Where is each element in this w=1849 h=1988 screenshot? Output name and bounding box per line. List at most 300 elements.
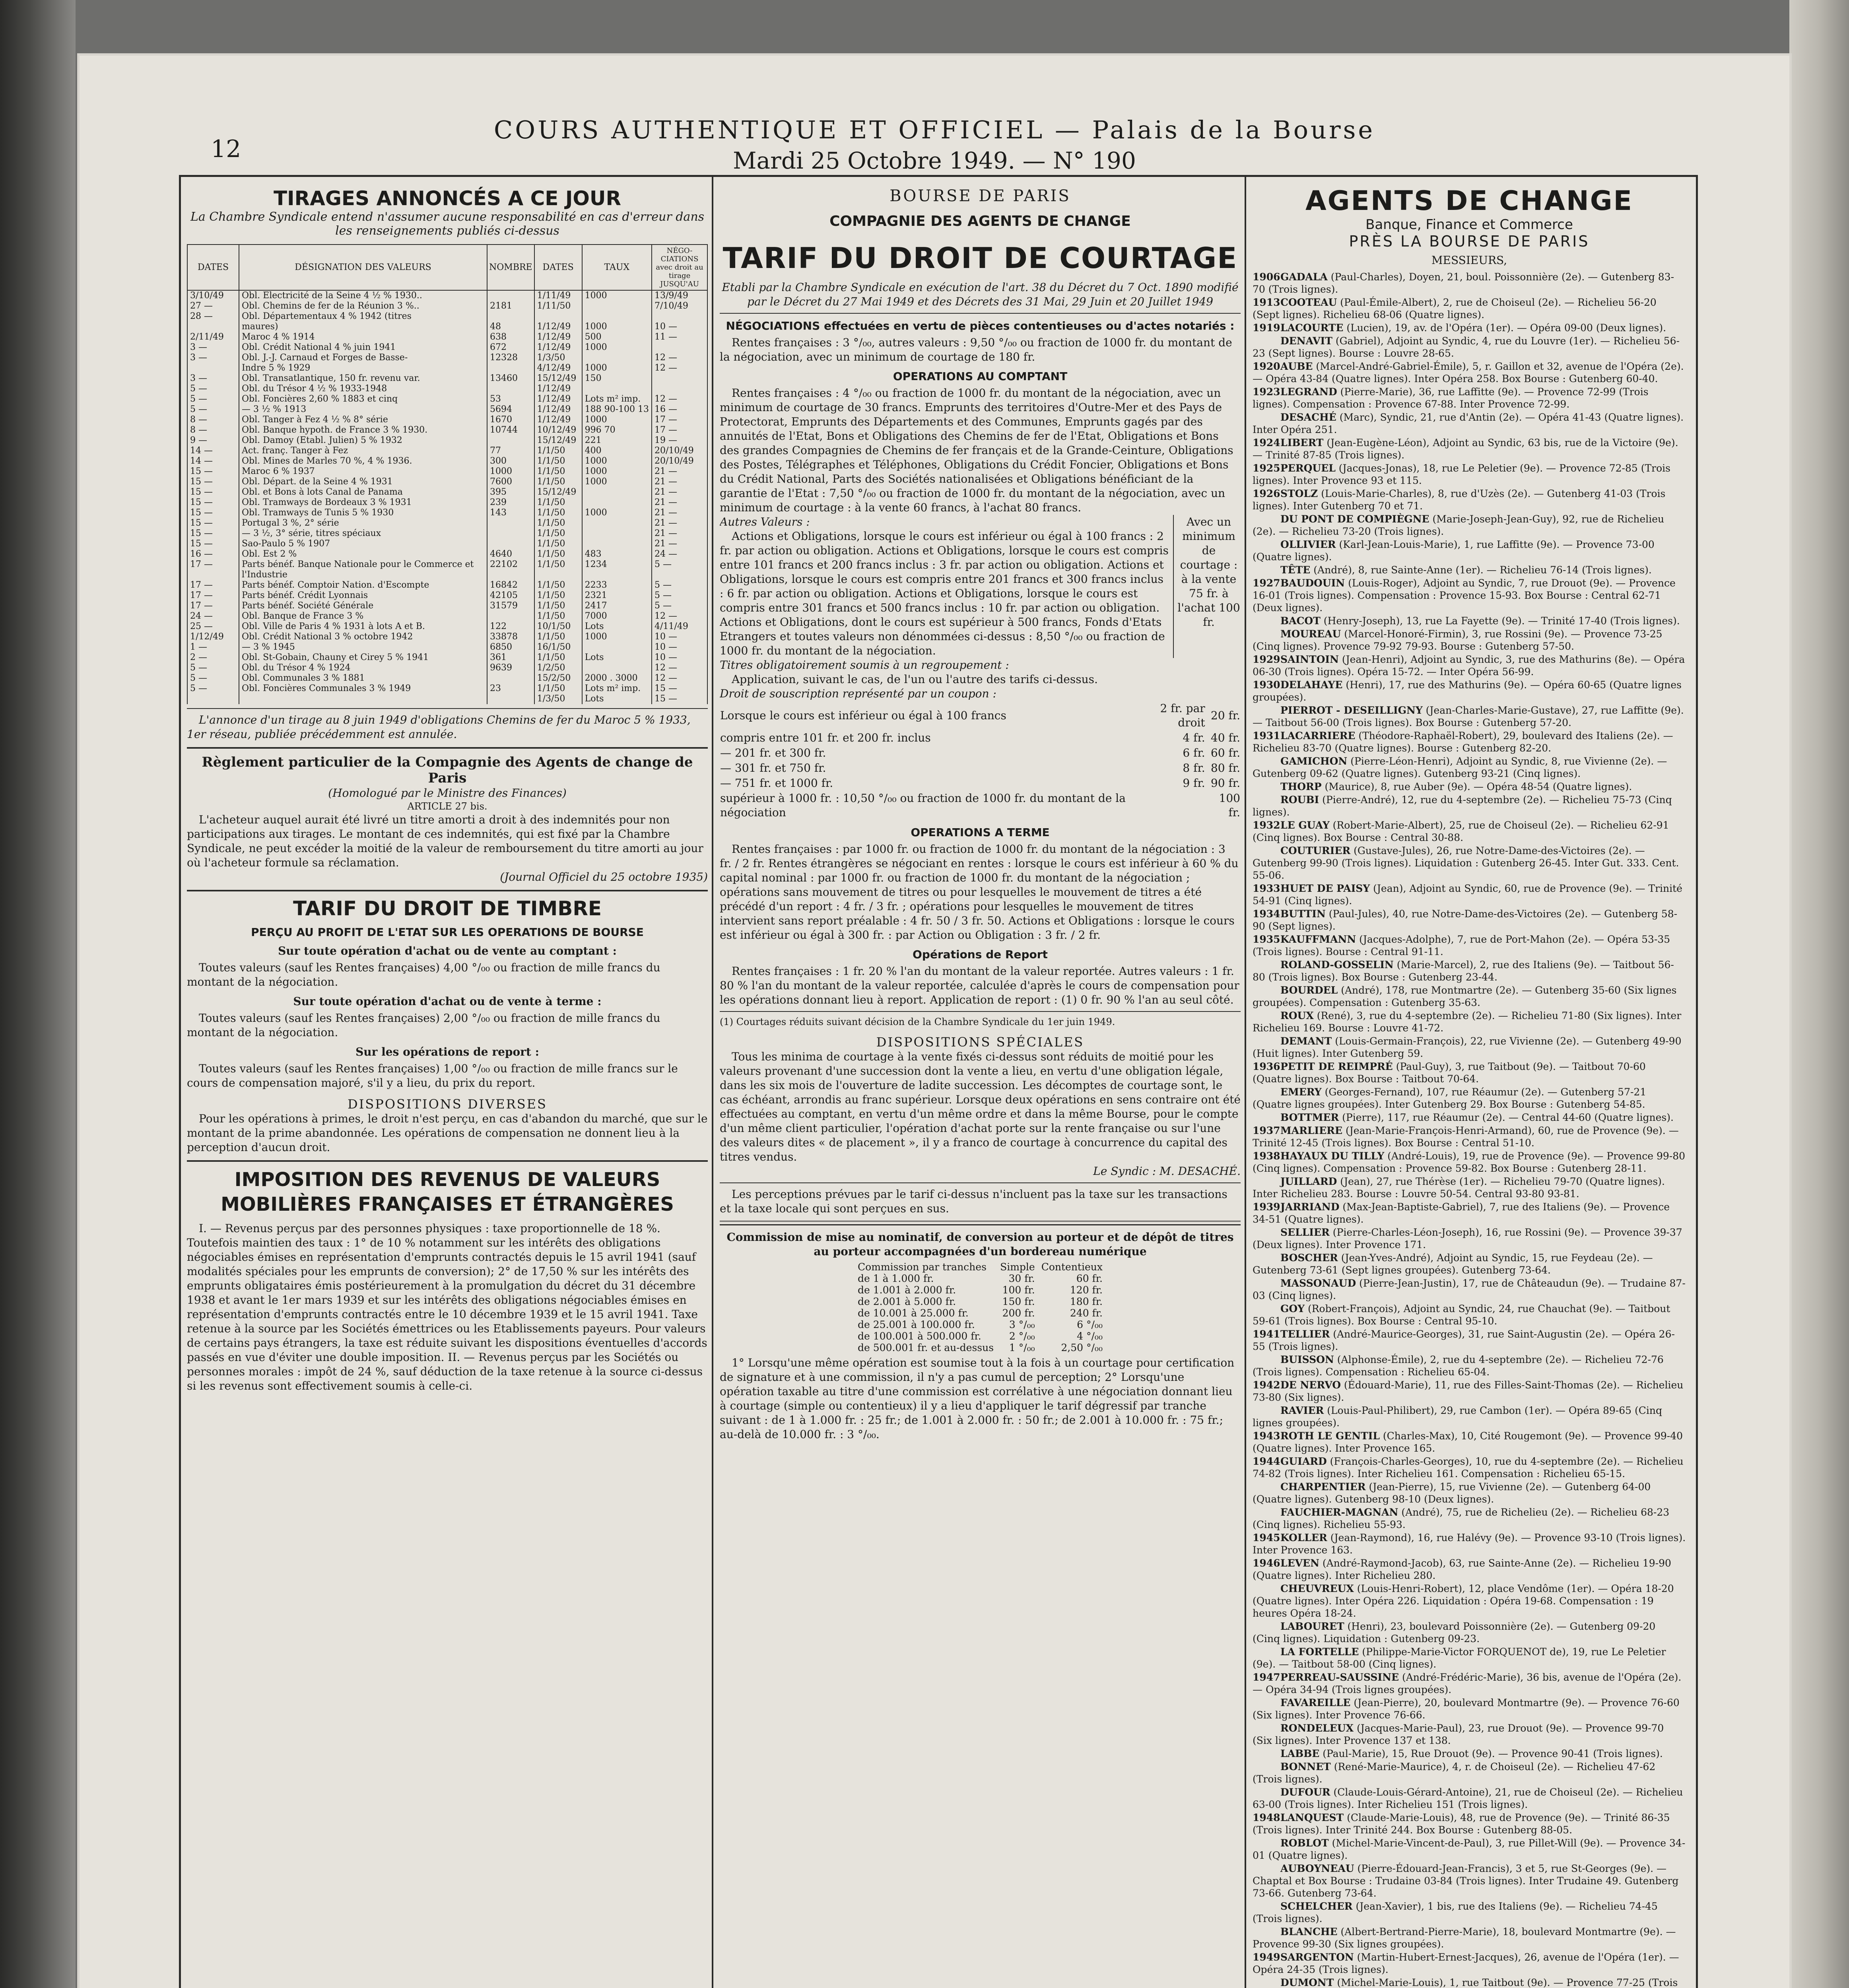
droit-cell: 8 fr. [1183, 761, 1205, 775]
tirage-cell: 16 — [187, 549, 239, 559]
commission-cell: de 500.001 fr. et au-dessus [858, 1342, 994, 1353]
tirage-row [187, 363, 707, 373]
tirage-cell: 1/1/50 [534, 466, 582, 477]
tirage-cell: 3 — [187, 373, 239, 384]
tirage-cell: 8 — [187, 425, 239, 435]
agent-entry [1253, 1671, 1686, 1696]
agent-details: (Jean-Pierre), 15, rue Vivienne (2e). — Gutenberg 64-00 (Quatre lignes). Gutenberg 98-10 (Deux lignes). [1253, 1481, 1651, 1505]
tirage-cell: 12 — [652, 353, 707, 363]
agent-details: (André-Frédéric-Marie), 36 bis, avenue de l'Opéra (2e). — Opéra 34-94 (Trois lignes groupées). [1253, 1672, 1682, 1695]
tirage-cell: 1/1/50 [534, 590, 582, 601]
tirage-row [187, 518, 707, 528]
tirage-cell: 20/10/49 [652, 456, 707, 466]
tirages-note: L'annonce d'un tirage au 8 juin 1949 d'obligations Chemins de fer du Maroc 5 % 1933, 1er réseau, publiée précédemment est annulée. [187, 713, 691, 741]
agent-name: ROLAND-GOSSELIN [1280, 959, 1394, 971]
tirage-cell: 1/1/50 [534, 601, 582, 611]
agent-name: SAINTOIN [1280, 654, 1339, 665]
agent-year: 1948 [1253, 1812, 1280, 1823]
agent-details: (Paul-Marie), 15, Rue Drouot (9e). — Provence 90-41 (Trois lignes). [1323, 1748, 1663, 1759]
tirage-cell: 1/1/50 [534, 611, 582, 621]
tirage-cell: 17 — [187, 590, 239, 601]
commission-cell: de 2.001 à 5.000 fr. [858, 1296, 956, 1307]
tirage-cell: 1/12/49 [534, 342, 582, 353]
imposition-text: I. — Revenus perçus par des personnes physiques : taxe proportionnelle de 18 %. Toutefois maintien des taux : 1° de 10 % notamment sur les intérêts des obligations négociables émises en représentation d'emprunts contractés depuis le 15 avril 1941 (sauf modalités spéciales pour les emprunts de conversion); 2° de 17,50 % sur les intérêts des emprunts obligataires émis postérieurement à la promulgation du décret du 31 décembre 1938 et avant le 1er mars 1939 et sur les intérêts des obligations négociables émises en représentation d'emprunts contractés entre le 10 décembre 1939 et le 15 avril 1941. Taxe retenue à la source par les Sociétés émettrices ou les Etablissements payeurs. Pour valeurs de certains pays étrangers, la taxe est réduite suivant les dispositions éventuelles d'accords passés en vue d'éviter une double imposition. II. — Revenus perçus par les Sociétés ou personnes morales : impôt de 24 %, sauf déduction de la taxe retenue à la source ci-dessus si les revenus sont effectivement soumis à celle-ci. [187, 1222, 707, 1392]
droit-row [720, 730, 1241, 746]
agent-name: CHEUVREUX [1280, 1583, 1354, 1594]
agent-name: BAUDOUIN [1280, 577, 1345, 589]
agent-details: (Édouard-Marie), 11, rue des Filles-Saint-Thomas (2e). — Richelieu 73-80 (Six lignes). [1253, 1379, 1684, 1403]
agent-name: BUISSON [1280, 1354, 1334, 1365]
agent-name: EMERY [1280, 1086, 1322, 1098]
tirage-cell [582, 311, 652, 322]
agent-year: 1924 [1253, 437, 1280, 448]
tirage-cell: 13/9/49 [652, 290, 707, 301]
reglement-ref: (Journal Officiel du 25 octobre 1935) [500, 870, 708, 883]
tirage-cell: Obl. Foncières 2,60 % 1883 et cinq [239, 394, 487, 404]
tirage-cell [487, 290, 534, 301]
agent-year: 1920 [1253, 361, 1280, 372]
tirage-cell: Obl. Départementaux 4 % 1942 (titres [239, 311, 487, 322]
tirage-cell [487, 673, 534, 683]
agent-entry [1253, 513, 1686, 538]
agent-entry [1253, 1086, 1686, 1110]
tirage-cell: 7600 [487, 477, 534, 487]
tirage-row [187, 497, 707, 508]
tirage-cell: 17 — [187, 559, 239, 580]
syndic-signature: Le Syndic : M. DESACHÉ. [1093, 1165, 1241, 1178]
agent-name: ROUBI [1280, 794, 1319, 806]
agents-list [1253, 271, 1686, 1988]
agent-entry [1253, 1124, 1686, 1149]
agent-entry [1253, 1557, 1686, 1582]
tirage-cell: Obl. Foncières Communales 3 % 1949 [239, 683, 487, 694]
agent-name: TELLIER [1280, 1328, 1330, 1340]
tirage-cell [239, 694, 487, 704]
tirage-cell: Lots [582, 621, 652, 632]
tirage-cell: 20/10/49 [652, 446, 707, 456]
agent-name: ROUX [1280, 1010, 1314, 1021]
agent-name: COOTEAU [1280, 297, 1337, 308]
tirage-cell: 17 — [652, 415, 707, 425]
tirage-cell: 1234 [582, 559, 652, 580]
tirage-cell: 24 — [652, 549, 707, 559]
report-note: (1) Courtages réduits suivant décision de la Chambre Syndicale du 1er juin 1949. [720, 1016, 1115, 1027]
tirage-cell: 1/3/50 [534, 694, 582, 704]
tirage-row [187, 384, 707, 394]
tirage-row [187, 611, 707, 621]
agent-entry [1253, 1252, 1686, 1276]
agent-name: BOTTMER [1280, 1112, 1339, 1123]
tirage-cell: 21 — [652, 539, 707, 549]
commission-cell: 240 fr. [1070, 1307, 1103, 1319]
divers-text: Pour les opérations à primes, le droit n'est perçu, en cas d'abandon du marché, que sur le montant de la prime abandonnée. Les opérations de compensation ne donnent lieu à la perception d'aucun droit. [187, 1112, 708, 1154]
tirage-cell: 23 [487, 683, 534, 694]
tirage-cell: 10 — [652, 322, 707, 332]
agent-entry [1253, 1722, 1686, 1747]
agent-entry [1253, 1976, 1686, 1988]
agent-name: JUILLARD [1280, 1176, 1337, 1187]
agent-details: (Marie-Joseph-Jean-Guy), 92, rue de Richelieu (2e). — Richelieu 73-20 (Trois lignes). [1253, 513, 1664, 537]
tirage-cell: 5 — [187, 394, 239, 404]
agent-entry [1253, 615, 1686, 627]
commission-cell: 30 fr. [1008, 1273, 1035, 1284]
commission-row [855, 1273, 1106, 1284]
agent-year: 1941 [1253, 1328, 1280, 1340]
droit-cell: — 301 fr. et 750 fr. [720, 761, 826, 775]
agent-entry [1253, 1303, 1686, 1327]
tirage-cell: 1000 [487, 466, 534, 477]
agent-entry [1253, 1404, 1686, 1429]
agent-name: LACOURTE [1280, 322, 1344, 334]
agent-name: AUBE [1280, 361, 1313, 372]
tirage-cell: 483 [582, 549, 652, 559]
page-edge-right [1789, 0, 1849, 1988]
tirage-row [187, 663, 707, 673]
tirage-cell: 10 — [652, 642, 707, 652]
commission-cell: de 1 à 1.000 fr. [858, 1273, 934, 1284]
agent-entry [1253, 1175, 1686, 1200]
tirage-cell: — 3 ½, 3° série, titres spéciaux [239, 528, 487, 539]
tirage-row [187, 404, 707, 415]
agent-year: 1937 [1253, 1125, 1280, 1136]
tirage-row [187, 528, 707, 539]
tirage-cell: 5 — [187, 673, 239, 683]
tirage-cell: 2 — [187, 652, 239, 663]
agent-name: MOUREAU [1280, 628, 1341, 640]
agent-entry [1253, 1328, 1686, 1353]
agent-name: CHARPENTIER [1280, 1481, 1366, 1493]
tirage-cell: Parts bénéf. Société Générale [239, 601, 487, 611]
agent-name: SELLIER [1280, 1227, 1330, 1238]
report-title: Opérations de Report [913, 948, 1048, 961]
agent-name: DUFOUR [1280, 1786, 1330, 1798]
agent-details: (Louis-Marie-Charles), 8, rue d'Uzès (2e). — Gutenberg 41-03 (Trois lignes). Inter Gutenberg 70 et 71. [1253, 488, 1666, 512]
tirage-cell [582, 384, 652, 394]
agent-details: (Charles-Max), 10, Cité Rougemont (9e). — Provence 99-40 (Quatre lignes). Inter Provence 165. [1253, 1430, 1683, 1454]
tirage-cell [187, 322, 239, 332]
tirage-cell: 16/1/50 [534, 642, 582, 652]
tirage-cell: 33878 [487, 632, 534, 642]
tirage-cell: 3 — [187, 353, 239, 363]
tirage-cell: 15/12/49 [534, 435, 582, 446]
agent-details: (Claude-Louis-Gérard-Antoine), 21, rue de Choiseul (2e). — Richelieu 63-00 (Trois lignes). Inter Richelieu 151 (Trois lignes). [1253, 1786, 1683, 1810]
agent-details: (Louis-Henri-Robert), 12, place Vendôme (1er). — Opéra 18-20 (Quatre lignes). Inter Opéra 226. Liquidation : Opéra 19-68. Compensation : 19 heures Opéra 18-24. [1253, 1583, 1674, 1619]
commission-cell: 2 °/₀₀ [1009, 1330, 1035, 1342]
tirage-cell [487, 694, 534, 704]
tirage-cell: 3 — [187, 342, 239, 353]
droit-cell: 6 fr. [1183, 746, 1205, 759]
dispo-text: Tous les minima de courtage à la vente fixés ci-dessus sont réduits de moitié pour les valeurs provenant d'une succession dont la vente a lieu, en vertu d'une obligation légale, dans les six mois de l'ouverture de ladite succession. Les décomptes de courtage sont, le cas échéant, arrondis au franc supérieur. Lorsque deux opérations en sens contraire ont été effectuées au comptant, en vertu d'un même ordre et dans la même Bourse, pour le compte d'un même client particulier, l'opération d'achat porte sur la rente française ou sur l'une des valeurs dites « de placement », il y a franco de courtage à concurrence du capital des titres vendus. [720, 1050, 1241, 1163]
agent-name: THORP [1280, 781, 1322, 792]
droit-row [720, 776, 1241, 791]
tirages-rows [187, 290, 707, 704]
agent-entry [1253, 1747, 1686, 1760]
commission-cell: de 100.001 à 500.000 fr. [858, 1330, 981, 1342]
droit-cell: — 751 fr. et 1000 fr. [720, 777, 833, 790]
tirage-cell [187, 694, 239, 704]
commission-row [855, 1319, 1106, 1330]
agent-name: LE GUAY [1280, 819, 1330, 831]
divers-title: DISPOSITIONS DIVERSES [348, 1097, 547, 1112]
bourse-label: BOURSE DE PARIS [890, 187, 1071, 205]
commission-cell: de 1.001 à 2.000 fr. [858, 1284, 956, 1296]
agent-details: (André), 178, rue Montmartre (2e). — Gutenberg 35-60 (Six lignes groupées). Compensation : Gutenberg 35-63. [1253, 984, 1677, 1008]
tirage-cell: 2321 [582, 590, 652, 601]
tirage-cell: Lots m² imp. [582, 394, 652, 404]
agent-name: DE NERVO [1280, 1379, 1341, 1391]
agent-details: (Philippe-Marie-Victor FORQUENOT de), 19, rue Le Peletier (9e). — Taitbout 58-00 (Cinq lignes). [1253, 1646, 1666, 1670]
tirage-cell: 500 [582, 332, 652, 342]
agent-name: GADALA [1280, 271, 1328, 283]
commission-cell: de 25.001 à 100.000 fr. [858, 1319, 975, 1330]
agent-year: 1947 [1253, 1672, 1280, 1683]
commission-title: Commission de mise au nominatif, de conversion au porteur et de dépôt de titres au porteur accompagnées d'un bordereau numérique [726, 1231, 1234, 1258]
tirage-cell: 5 — [187, 683, 239, 694]
tirage-cell [652, 373, 707, 384]
tirage-cell: 12 — [652, 363, 707, 373]
tirage-row [187, 290, 707, 301]
tirage-cell [652, 311, 707, 322]
agent-entry [1253, 487, 1686, 512]
tirage-cell: 1/1/50 [534, 528, 582, 539]
agent-name: OLLIVIER [1280, 539, 1336, 550]
agent-year: 1939 [1253, 1201, 1280, 1213]
agent-name: GUIARD [1280, 1456, 1327, 1467]
agent-entry [1253, 1277, 1686, 1302]
agent-details: (Pierre-Marie), 36, rue Laffitte (9e). — Provence 72-99 (Trois lignes). Compensation : Provence 67-88. Inter Provence 72-99. [1253, 386, 1649, 410]
agent-entry [1253, 819, 1686, 844]
agent-entry [1253, 1951, 1686, 1976]
agent-name: MARLIERE [1280, 1125, 1343, 1136]
agent-name: LEVEN [1280, 1557, 1319, 1569]
agent-entry [1253, 1035, 1686, 1060]
agent-name: BOSCHER [1280, 1252, 1338, 1264]
tirage-cell: 672 [487, 342, 534, 353]
agent-details: (Marcel-André-Gabriel-Émile), 5, r. Gaillon et 32, avenue de l'Opéra (2e). — Opéra 43-84 (Quatre lignes). Inter Opéra 258. Box Bourse : Gutenberg 60-40. [1253, 361, 1684, 384]
agent-entry [1253, 1201, 1686, 1225]
tirage-cell: 1/1/50 [534, 632, 582, 642]
tirage-cell: 4640 [487, 549, 534, 559]
tirage-cell: 1000 [582, 363, 652, 373]
tirage-row [187, 683, 707, 694]
column-rule-1 [712, 175, 713, 1988]
agent-entry [1253, 780, 1686, 793]
agent-entry [1253, 882, 1686, 907]
tirage-cell [582, 497, 652, 508]
agent-year: 1944 [1253, 1456, 1280, 1467]
tirage-row [187, 322, 707, 332]
agent-details: (Georges-Fernand), 107, rue Réaumur (2e). — Gutenberg 57-21 (Quatre lignes groupées). Inter Gutenberg 29. Box Bourse : Gutenberg 54-85. [1253, 1086, 1647, 1110]
timbre-t3: Toutes valeurs (sauf les Rentes françaises) 1,00 °/₀₀ ou fraction de mille francs sur le cours de compensation majoré, s'il y a lieu, du prix du report. [187, 1062, 678, 1089]
tirage-row [187, 539, 707, 549]
tirage-cell: 4/12/49 [534, 363, 582, 373]
agent-details: (Henri), 17, rue des Mathurins (9e). — Opéra 60-65 (Quatre lignes groupées). [1253, 679, 1682, 703]
agent-name: LABBE [1280, 1748, 1320, 1759]
agent-entry [1253, 845, 1686, 881]
tirage-cell: 15 — [187, 466, 239, 477]
agent-details: (Gabriel), Adjoint au Syndic, 4, rue du Louvre (1er). — Richelieu 56-23 (Sept lignes). Bourse : Louvre 28-65. [1253, 335, 1680, 359]
agent-name: DU PONT DE COMPIÈGNE [1280, 513, 1429, 525]
agent-details: (René-Marie-Maurice), 4, r. de Choiseul (2e). — Richelieu 47-62 (Trois lignes). [1253, 1761, 1656, 1785]
tirage-cell [487, 528, 534, 539]
tirage-cell: 361 [487, 652, 534, 663]
tirage-cell: 5 — [652, 559, 707, 580]
agents-messieurs: MESSIEURS, [1431, 254, 1507, 267]
tirage-cell: 15 — [187, 539, 239, 549]
perceptions-text: Les perceptions prévues par le tarif ci-dessus n'incluent pas la taxe sur les transactions et la taxe locale qui sont perçues en sus. [720, 1188, 1227, 1215]
agent-name: PIERROT - DESEILLIGNY [1280, 705, 1423, 716]
agent-details: (Jean-Pierre), 20, boulevard Montmartre (9e). — Provence 76-60 (Six lignes). Inter Provence 76-66. [1253, 1697, 1680, 1721]
agent-name: LEGRAND [1280, 386, 1337, 398]
tirage-cell: 188 90-100 13 [582, 404, 652, 415]
agent-year: 1943 [1253, 1430, 1280, 1442]
dispo-title: DISPOSITIONS SPÉCIALES [876, 1035, 1084, 1050]
tirage-row [187, 601, 707, 611]
tirage-cell: 11 — [652, 332, 707, 342]
agent-year: 1906 [1253, 271, 1280, 283]
tirage-cell: Obl. Mines de Marles 70 %, 4 % 1936. [239, 456, 487, 466]
tirage-cell: 8 — [187, 415, 239, 425]
tirage-row [187, 415, 707, 425]
agent-entry [1253, 335, 1686, 359]
column-tirages [187, 183, 708, 1988]
agent-details: (André), 75, rue de Richelieu (2e). — Richelieu 68-23 (Cinq lignes). Richelieu 55-93. [1253, 1507, 1670, 1530]
tirage-cell: 1/11/49 [534, 290, 582, 301]
agent-details: (Michel-Marie-Louis), 1, rue Taitbout (9e). — Provence 77-25 (Trois [1337, 1977, 1678, 1988]
droit-cell: 9 fr. [1183, 777, 1205, 790]
tirage-row [187, 311, 707, 322]
tirage-cell: 5 — [187, 663, 239, 673]
tirage-cell: 638 [487, 332, 534, 342]
report-text: Rentes françaises : 1 fr. 20 % l'an du montant de la valeur reportée. Autres valeurs : 1 fr. 80 % l'an du montant de la valeur reportée, calculée d'après le cours de compensation pour les opérations donnant lieu à report. Application de report : (1) 0 fr. 90 % l'an au seul côté. [720, 965, 1239, 1006]
tirage-cell: 12 — [652, 611, 707, 621]
agent-entry [1253, 564, 1686, 576]
agent-year: 1931 [1253, 730, 1280, 742]
commission-row [855, 1296, 1106, 1307]
agent-entry [1253, 462, 1686, 487]
agent-details: (Gustave-Jules), 26, rue Notre-Dame-des-Victoires (2e). — Gutenberg 99-90 (Trois lignes). Liquidation : Gutenberg 26-45. Inter Gut. 333. Cent. 55-06. [1253, 845, 1679, 881]
agent-name: DELAHAYE [1280, 679, 1343, 691]
tirage-cell [582, 487, 652, 497]
tirage-cell: 53 [487, 394, 534, 404]
tirage-cell: 9 — [187, 435, 239, 446]
agent-entry [1253, 1926, 1686, 1950]
tirage-cell [487, 363, 534, 373]
tirage-row [187, 694, 707, 704]
agent-entry [1253, 437, 1686, 461]
tirage-cell: 16842 [487, 580, 534, 590]
agent-name: JARRIAND [1280, 1201, 1340, 1213]
tirage-cell: 1000 [582, 632, 652, 642]
agent-name: PERREAU-SAUSSINE [1280, 1672, 1399, 1683]
th-negociations: NÉGO-CIATIONS avec droit au tirage JUSQU'AU [652, 245, 707, 290]
agent-details: (Michel-Marie-Vincent-de-Paul), 3, rue Pillet-Will (9e). — Provence 34-01 (Quatre lignes). [1253, 1837, 1686, 1861]
tirage-cell: 400 [582, 446, 652, 456]
agent-details: (Paul-Émile-Albert), 2, rue de Choiseul (2e). — Richelieu 56-20 (Sept lignes). Richelieu 68-06 (Quatre lignes). [1253, 297, 1657, 320]
newspaper-page [80, 56, 1789, 1988]
agent-year: 1946 [1253, 1557, 1280, 1569]
tirage-cell: 21 — [652, 528, 707, 539]
tirage-cell: 1/1/50 [534, 539, 582, 549]
commission-cell: 200 fr. [1002, 1307, 1035, 1319]
tirage-cell: 15 — [187, 477, 239, 487]
commission-row [855, 1330, 1106, 1342]
droit-cell: 20 fr. [1210, 709, 1240, 722]
tirage-cell: Obl. St-Gobain, Chauny et Cirey 5 % 1941 [239, 652, 487, 663]
tirage-cell: 300 [487, 456, 534, 466]
tirage-cell: 27 — [187, 301, 239, 311]
agent-name: KAUFFMANN [1280, 934, 1356, 945]
agent-name: GOY [1280, 1303, 1305, 1314]
tirage-cell: 5 — [652, 580, 707, 590]
tirage-row [187, 632, 707, 642]
agent-details: (Jean-Raymond), 16, rue Halévy (9e). — Provence 93-10 (Trois lignes). Inter Provence 163. [1253, 1532, 1686, 1556]
tirage-cell: 15 — [652, 694, 707, 704]
negociations-text: Rentes françaises : 3 °/₀₀, autres valeurs : 9,50 °/₀₀ ou fraction de 1000 fr. du montant de la négociation, avec un minimum de courtage de 180 fr. [720, 336, 1232, 363]
tirage-cell: 12 — [652, 394, 707, 404]
tirage-cell: 28 — [187, 311, 239, 322]
tirage-cell: Obl. Est 2 % [239, 549, 487, 559]
droit-cell [1136, 791, 1206, 820]
tirage-cell: 10 — [652, 632, 707, 642]
agent-entry [1253, 1010, 1686, 1034]
th-remb-dates: DATES [534, 245, 582, 290]
agent-details: (Marcel-Honoré-Firmin), 3, rue Rossini (9e). — Provence 73-25 (Cinq lignes). Provence 79-92 79-93. Bourse : Gutenberg 57-50. [1253, 628, 1663, 652]
droit-title: Droit de souscription représenté par un coupon : [720, 687, 996, 700]
tirage-cell: Maroc 6 % 1937 [239, 466, 487, 477]
tirage-cell: 15 — [187, 487, 239, 497]
agent-details: (Albert-Bertrand-Pierre-Marie), 18, boulevard Montmartre (9e). — Provence 99-30 (Six lignes groupées). [1253, 1926, 1676, 1950]
agent-name: LABOURET [1280, 1621, 1344, 1632]
tirage-cell: Obl. du Trésor 4 % 1924 [239, 663, 487, 673]
droit-cell: 2 fr. par droit [1160, 702, 1205, 729]
agent-year: 1913 [1253, 297, 1280, 308]
agent-name: MASSONAUD [1280, 1277, 1356, 1289]
tirage-cell: 21 — [652, 497, 707, 508]
agent-details: (André-Maurice-Georges), 31, rue Saint-Augustin (2e). — Opéra 26-55 (Trois lignes). [1253, 1328, 1675, 1352]
commission-cell: 100 fr. [1002, 1284, 1035, 1296]
agent-details: (Pierre), 117, rue Réaumur (2e). — Central 44-60 (Quatre lignes). [1342, 1112, 1674, 1123]
agent-entry [1253, 577, 1686, 614]
tirage-cell: Act. franç. Tanger à Fez [239, 446, 487, 456]
agent-details: (Jean-Marie-François-Henri-Armand), 60, rue de Provence (9e). — Trinité 12-45 (Trois lignes). Box Bourse : Central 51-10. [1253, 1125, 1679, 1149]
droit-row [720, 746, 1241, 761]
agent-name: RONDELEUX [1280, 1722, 1354, 1734]
agent-entry [1253, 1111, 1686, 1124]
agent-entry [1253, 1646, 1686, 1670]
tirage-cell: 1/3/50 [534, 353, 582, 363]
tirage-row [187, 466, 707, 477]
agent-details: (Louis-Germain-François), 22, rue Vivienne (2e). — Gutenberg 49-90 (Huit lignes). Inter Gutenberg 59. [1253, 1035, 1682, 1059]
tirage-cell [652, 342, 707, 353]
tirage-row [187, 673, 707, 683]
tirage-row [187, 580, 707, 590]
commission-table [855, 1261, 1106, 1353]
agent-name: DUMONT [1280, 1977, 1334, 1988]
agents-title: AGENTS DE CHANGE [1305, 185, 1633, 217]
masthead-date: Mardi 25 Octobre 1949. — N° 190 [733, 147, 1136, 174]
tirage-cell: Parts bénéf. Crédit Lyonnais [239, 590, 487, 601]
agent-details: (Martin-Hubert-Ernest-Jacques), 26, avenue de l'Opéra (1er). — Opéra 24-35 (Trois lignes). [1253, 1951, 1679, 1975]
courtage-title: TARIF DU DROIT DE COURTAGE [723, 241, 1238, 275]
agent-details: (Pierre-Charles-Léon-Joseph), 16, rue Rossini (9e). — Provence 39-37 (Deux lignes). Inter Provence 171. [1253, 1227, 1682, 1250]
agent-details: (Paul-Charles), Doyen, 21, boul. Poissonnière (2e). — Gutenberg 83-70 (Trois lignes). [1253, 271, 1674, 295]
tirage-cell: 14 — [187, 446, 239, 456]
courtage-intro: Etabli par la Chambre Syndicale en exécution de l'art. 38 du Décret du 7 Oct. 1890 modifié par le Décret du 27 Mai 1949 et des Décrets des 31 Mai, 29 Juin et 20 Juillet 1949 [722, 281, 1239, 308]
agent-name: AUBOYNEAU [1280, 1863, 1354, 1874]
th-dates: DATES [187, 245, 239, 290]
agent-name: HAYAUX DU TILLY [1280, 1150, 1385, 1162]
